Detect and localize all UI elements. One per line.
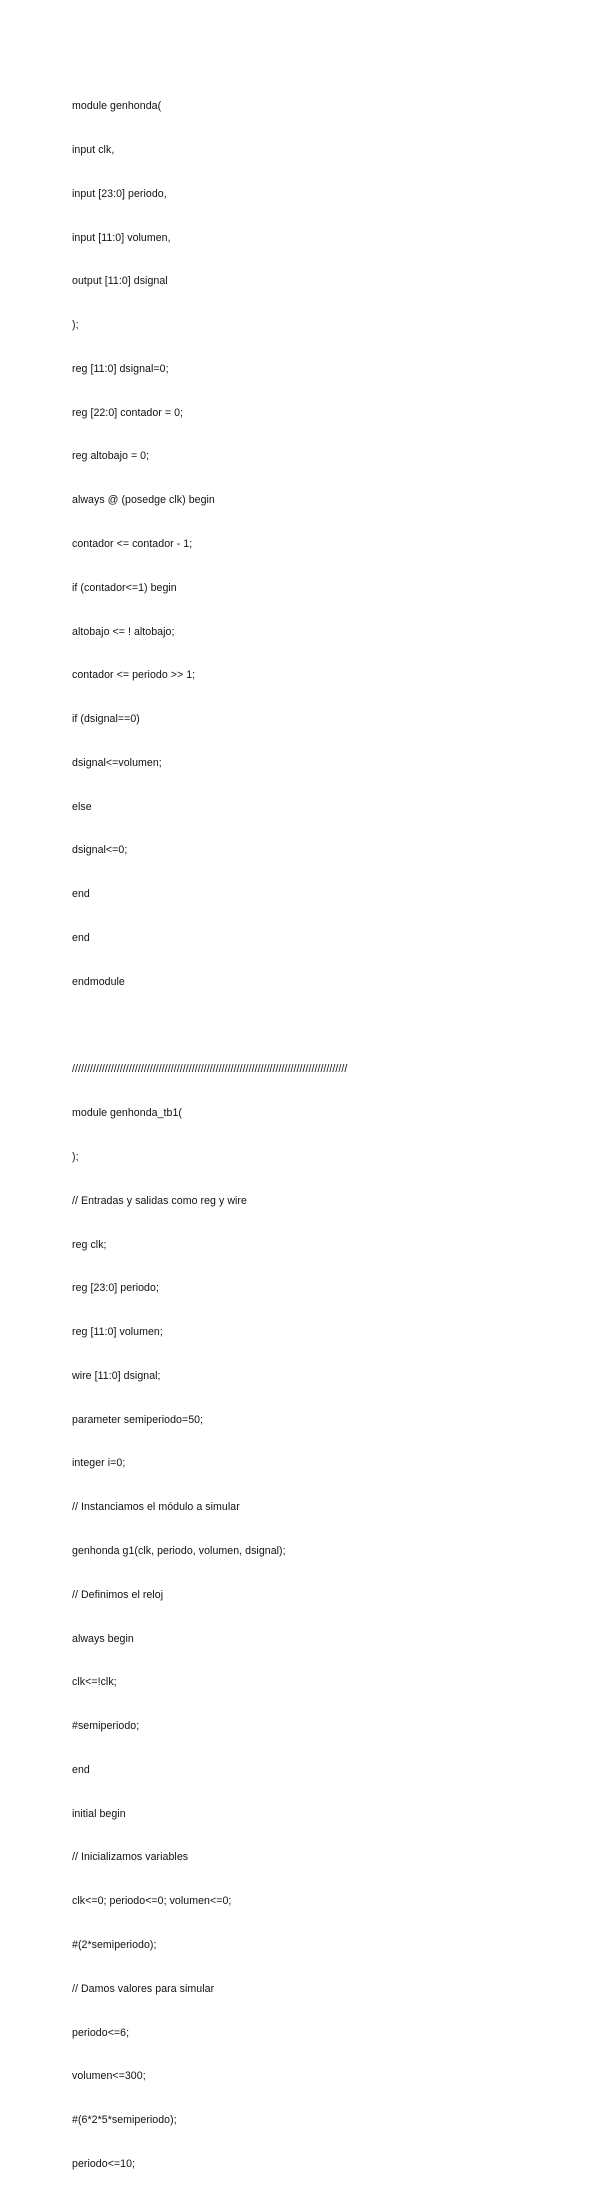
code-line: module genhonda( [72, 100, 162, 113]
code-line: input clk, [72, 143, 115, 156]
code-line: if (contador<=1) begin [72, 581, 177, 594]
blank-line [72, 1019, 347, 1034]
code-line: #semiperiodo; [72, 1720, 140, 1733]
code-line: reg [23:0] periodo; [72, 1282, 159, 1295]
code-line: end [72, 888, 90, 901]
separator-line: //////////////////////////////////////////////////////////////////////////////////////////// [72, 1063, 348, 1076]
code-line: reg clk; [72, 1238, 107, 1251]
code-line: endmodule [72, 975, 125, 988]
code-line: parameter semiperiodo=50; [72, 1413, 204, 1426]
code-line: clk<=!clk; [72, 1676, 117, 1689]
code-line: reg altobajo = 0; [72, 450, 150, 463]
code-line: contador <= periodo >> 1; [72, 669, 196, 682]
code-line: end [72, 932, 90, 945]
code-line: reg [11:0] volumen; [72, 1326, 163, 1339]
code-line: input [11:0] volumen, [72, 231, 171, 244]
code-line: dsignal<=0; [72, 844, 128, 857]
code-line: module genhonda_tb1( [72, 1107, 182, 1120]
code-line: volumen<=300; [72, 2070, 146, 2083]
code-line: initial begin [72, 1807, 126, 1820]
comment-line: // Damos valores para simular [72, 1982, 215, 1995]
code-listing [72, 70, 347, 2201]
code-line: ); [72, 1150, 79, 1163]
code-line: clk<=0; periodo<=0; volumen<=0; [72, 1895, 232, 1908]
code-line: always begin [72, 1632, 134, 1645]
comment-line: // Instanciamos el módulo a simular [72, 1501, 240, 1514]
code-line: genhonda g1(clk, periodo, volumen, dsignal); [72, 1544, 286, 1557]
code-line: #(6*2*5*semiperiodo); [72, 2114, 177, 2127]
code-line: end [72, 1763, 90, 1776]
code-line: periodo<=6; [72, 2026, 130, 2039]
code-line: contador <= contador - 1; [72, 538, 193, 550]
code-line: ); [72, 319, 79, 332]
code-line: reg [11:0] dsignal=0; [72, 362, 169, 375]
code-line: reg [22:0] contador = 0; [72, 406, 184, 419]
code-line: always @ (posedge clk) begin [72, 494, 215, 507]
code-line: output [11:0] dsignal [72, 275, 168, 288]
code-line: altobajo <= ! altobajo; [72, 625, 175, 638]
code-line: dsignal<=volumen; [72, 756, 162, 769]
code-line: else [72, 800, 92, 813]
code-line: input [23:0] periodo, [72, 187, 167, 200]
code-line: periodo<=10; [72, 2157, 136, 2170]
comment-line: // Definimos el reloj [72, 1588, 164, 1601]
comment-line: // Entradas y salidas como reg y wire [72, 1194, 247, 1207]
code-line: integer i=0; [72, 1457, 126, 1470]
comment-line: // Inicializamos variables [72, 1851, 189, 1864]
code-line: wire [11:0] dsignal; [72, 1369, 161, 1382]
code-line: if (dsignal==0) [72, 713, 140, 726]
code-line: #(2*semiperiodo); [72, 1939, 157, 1951]
